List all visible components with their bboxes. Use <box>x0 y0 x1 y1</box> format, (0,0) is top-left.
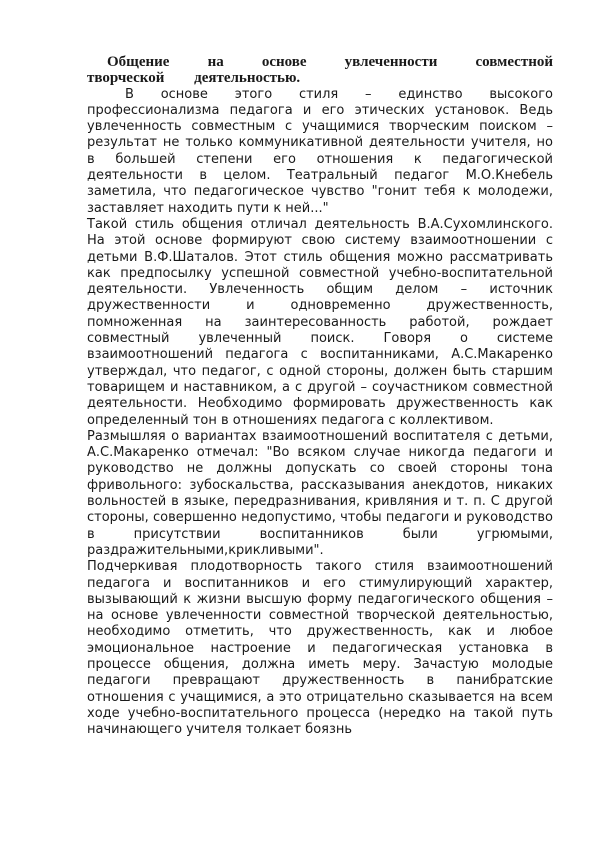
document-title: Общение на основе увлеченности совместной творческой деятельностью. <box>87 54 553 87</box>
paragraph-4: Подчеркивая плодотворность такого стиля взаимоотношений педагога и воспитанников и его стимулирующий характер, вызывающий к жизни высшую форму педагогического общения – на основе увлеченности совместной творческой деятельностью, необходимо отметить, что дружественность, как и любое эмоциональное настроение и педагогическая установка в процессе общения, должна иметь меру. Зачастую молодые педагоги превращают дружественность в панибратские отношения с учащимися, а это отрицательно сказывается на всем ходе учебно-воспитательного процесса (нередко на такой путь начинающего учителя толкает боязнь <box>87 559 553 738</box>
paragraph-3: Размышляя о вариантах взаимоотношений воспитателя с детьми, А.С.Макаренко отмечал: "Во всяком случае никогда педагоги и руководство не должны допускать со своей стороны тона фривольного: зубоскальства, рассказывания анекдотов, никаких вольностей в языке, передразнивания, кривляния и т. п. С другой стороны, совершенно недопустимо, чтобы педагоги и руководство в присутствии воспитанников были угрюмыми, раздражительными,крикливыми". <box>87 428 553 558</box>
document-page <box>87 54 553 738</box>
paragraph-1: В основе этого стиля – единство высокого профессионализма педагога и его этических установок. Ведь увлеченность совместным с учащимися творческим поиском – результат не только коммуникативной деятельности учителя, но в большей степени его отношения к педагогической деятельности в целом. Театральный педагог М.О.Кнебель заметила, что педагогическое чувство "гонит тебя к молодежи, заставляет находить пути к ней..." <box>87 86 553 216</box>
paragraph-2: Такой стиль общения отличал деятельность В.А.Сухомлинского. На этой основе формируют свою систему взаимоотношении с детьми В.Ф.Шаталов. Этот стиль общения можно рассматривать как предпосылку успешной совместной учебно-воспитательной деятельности. Увлеченность общим делом – источник дружественности и одновременно дружественность, помноженная на заинтересованность работой, рождает совместный увлеченный поиск. Говоря о системе взаимоотношений педагога с воспитанниками, А.С.Макаренко утверждал, что педагог, с одной стороны, должен быть старшим товарищем и наставником, а с другой – соучастником совместной деятельности. Необходимо формировать дружественность как определенный тон в отношениях педагога с коллективом. <box>87 216 553 428</box>
